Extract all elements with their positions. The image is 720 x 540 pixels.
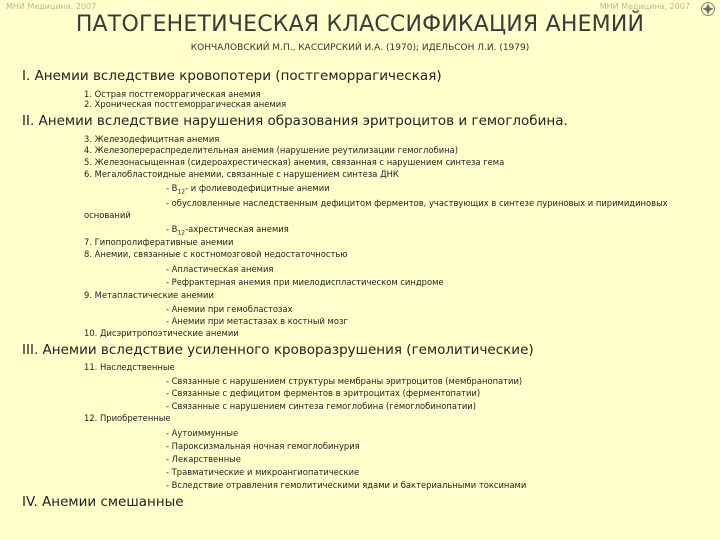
sub-list-item: - Связанные с нарушением синтеза гемоглобина (гемоглобинопатии) — [166, 401, 477, 411]
sub-list-item: - Пароксизмальная ночная гемоглобинурия — [166, 441, 360, 451]
section-4-heading: IV. Анемии смешанные — [22, 494, 184, 510]
section-2-heading: II. Анемии вследствие нарушения образования эритроцитов и гемоглобина. — [22, 113, 568, 129]
list-item: 12. Приобретенные — [84, 413, 171, 423]
sub-list-item: - Рефрактерная анемия при миелодиспластическом синдроме — [166, 277, 444, 287]
list-item: 11. Наследственные — [84, 362, 175, 372]
sub-item-text: -ахрестическая анемия — [185, 224, 289, 234]
sub-list-item: - Апластическая анемия — [166, 264, 274, 274]
sub-list-item: - обусловленные наследственным дефицитом ферментов, участвующих в синтезе пуриновых и пиримидиновых — [166, 198, 668, 208]
sub-list-item: - Травматические и микроангиопатические — [166, 467, 360, 477]
page-subtitle: КОНЧАЛОВСКИЙ М.П., КАССИРСКИЙ И.А. (1970); ИДЕЛЬСОН Л.И. (1979) — [190, 43, 530, 53]
sub-list-item: - Вследствие отравления гемолитическими ядами и бактериальными токсинами — [166, 480, 527, 490]
page-title: ПАТОГЕНЕТИЧЕСКАЯ КЛАССИФИКАЦИЯ АНЕМИЙ — [75, 12, 645, 37]
list-item: 8. Анемии, связанные с костномозговой недостаточностью — [84, 249, 348, 259]
corner-watermark-right: МНИ Медицина, 2007 — [599, 2, 690, 11]
section-1-heading: I. Анемии вследствие кровопотери (постгеморрагическая) — [22, 68, 442, 84]
list-item: 1. Острая постгеморрагическая анемия — [84, 89, 261, 99]
sub-list-item — [166, 183, 330, 198]
list-item: 7. Гипопролиферативные анемии — [84, 237, 234, 247]
sub-list-item: - Связанные с дефицитом ферментов в эритроцитах (ферментопатии) — [166, 388, 481, 398]
section-3-heading: III. Анемии вследствие усиленного кроворазрушения (гемолитические) — [22, 342, 534, 358]
sub-item-prefix: - B — [166, 183, 178, 193]
subscript: 12 — [177, 188, 186, 196]
sub-list-item-continuation: оснований — [84, 210, 131, 220]
sub-list-item: - Связанные с нарушением структуры мембраны эритроцитов (мембранопатии) — [166, 376, 523, 386]
list-item: 9. Метапластические анемии — [84, 290, 214, 300]
corner-watermark-left: МНИ Медицина, 2007 — [6, 2, 97, 11]
list-item: 5. Железонасыщенная (сидероахрестическая) анемия, связанная с нарушением синтеза гема — [84, 157, 505, 167]
subscript: 12 — [177, 229, 186, 237]
sub-list-item: - Анемии при гемобластозах — [166, 304, 293, 314]
sub-list-item: - Анемии при метастазах в костный мозг — [166, 316, 348, 326]
list-item: 6. Мегалобластоидные анемии, связанные с нарушением синтеза ДНК — [84, 169, 399, 179]
list-item: 4. Железоперераспределительная анемия (нарушение реутилизации гемоглобина) — [84, 145, 459, 155]
sub-item-text: - и фолиеводефицитные анемии — [185, 183, 330, 193]
list-item: 2. Хроническая постгеморрагическая анемия — [84, 99, 287, 109]
sub-item-prefix: - B — [166, 224, 178, 234]
list-item: 10. Дисэритропоэтические анемии — [84, 328, 239, 338]
list-item: 3. Железодефицитная анемия — [84, 134, 220, 144]
sub-list-item: - Аутоиммунные — [166, 428, 239, 438]
sub-list-item: - Лекарственные — [166, 454, 241, 464]
